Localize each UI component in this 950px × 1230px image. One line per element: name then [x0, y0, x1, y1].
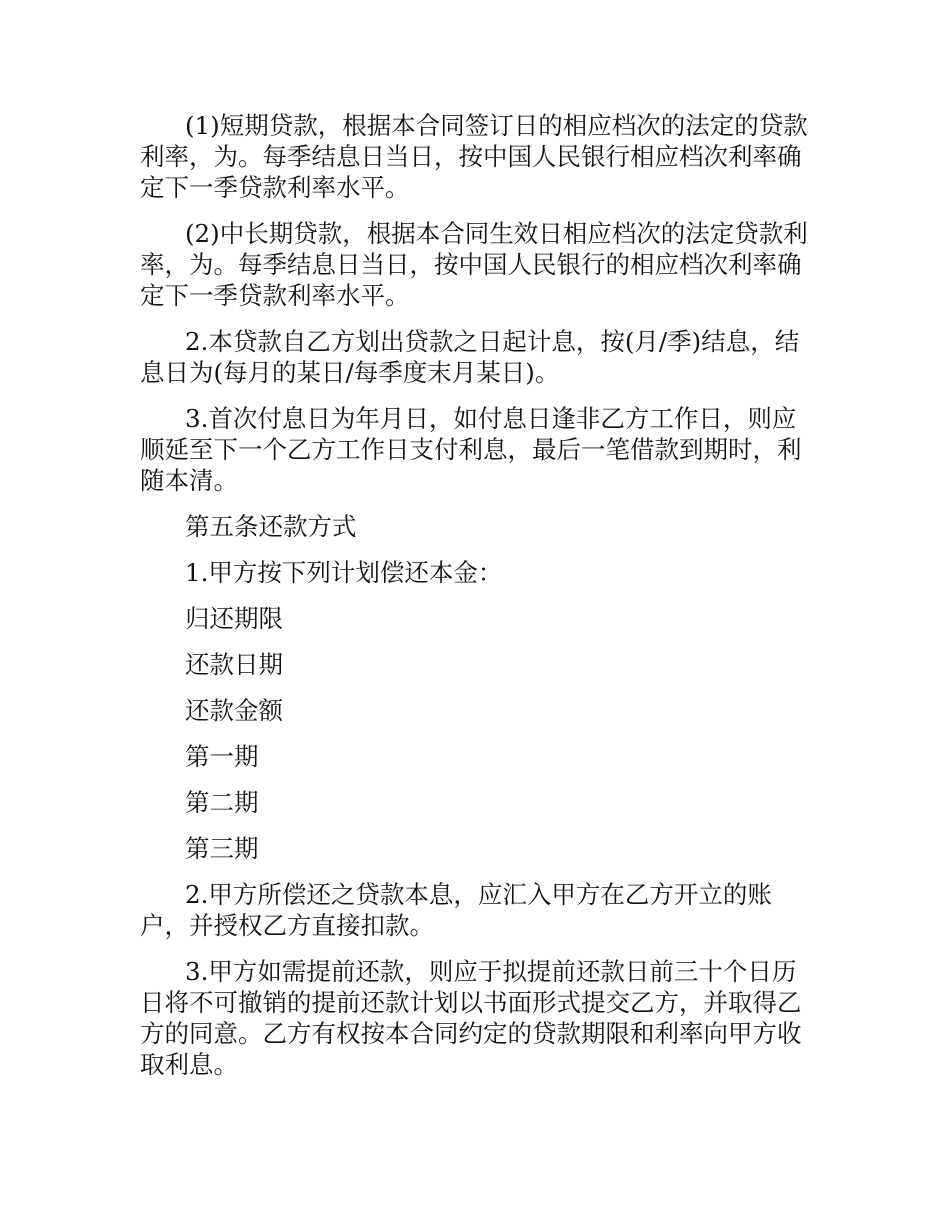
table-label-period-3: 第三期: [185, 834, 259, 863]
paragraph-prepayment: 3.甲方如需提前还款，则应于拟提前还款日前三十个日历日将不可撤销的提前还款计划以书面形式提交乙方，并取得乙方的同意。乙方有权按本合同约定的贷款期限和利率向甲方收取利息。: [140, 957, 802, 1079]
paragraph-repayment-plan: 1.甲方按下列计划偿还本金：: [185, 558, 503, 587]
paragraph-short-term-loan: (1)短期贷款，根据本合同签订日的相应档次的法定的贷款利率，为。每季结息日当日，按中国人民银行相应档次利率确定下一季贷款利率水平。: [140, 111, 808, 202]
paragraph-long-term-loan: (2)中长期贷款，根据本合同生效日相应档次的法定贷款利率，为。每季结息日当日，按中国人民银行的相应档次利率确定下一季贷款利率水平。: [140, 219, 808, 310]
paragraph-interest-accrual: 2.本贷款自乙方划出贷款之日起计息，按(月/季)结息，结息日为(每月的某日/每季度末月某日)。: [140, 327, 800, 387]
table-label-date: 还款日期: [185, 650, 283, 679]
table-label-period-1: 第一期: [185, 742, 259, 771]
section-heading-repayment: 第五条还款方式: [185, 512, 357, 541]
table-label-term: 归还期限: [185, 604, 283, 633]
table-label-amount: 还款金额: [185, 696, 283, 725]
paragraph-first-payment: 3.首次付息日为年月日，如付息日逢非乙方工作日，则应顺延至下一个乙方工作日支付利息，最后一笔借款到期时，利随本清。: [140, 404, 802, 495]
paragraph-deduction: 2.甲方所偿还之贷款本息，应汇入甲方在乙方开立的账户，并授权乙方直接扣款。: [140, 880, 772, 940]
document-body: [140, 110, 815, 1095]
table-label-period-2: 第二期: [185, 788, 259, 817]
